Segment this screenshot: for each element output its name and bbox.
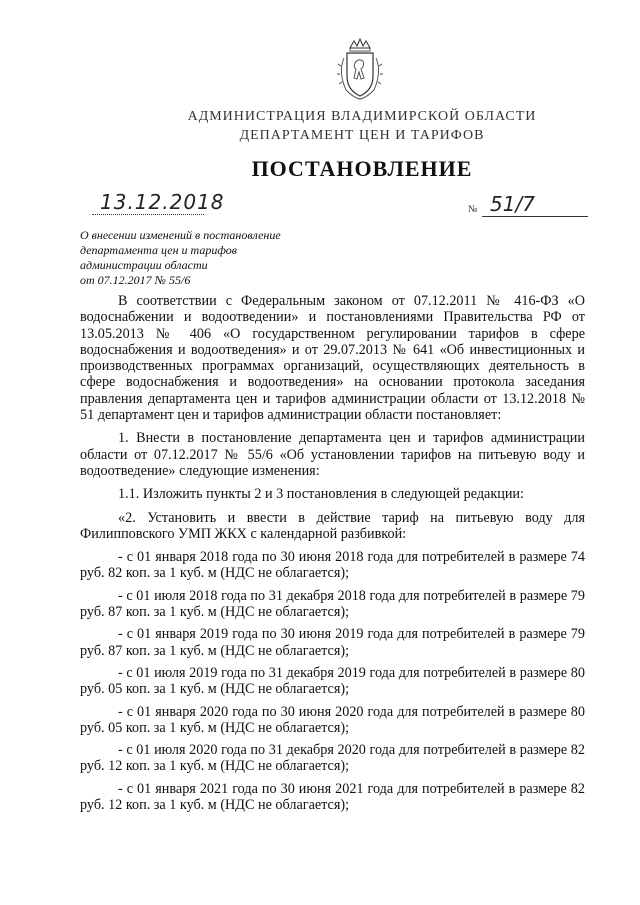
subject-line: администрации области bbox=[80, 258, 208, 272]
org-line-administration: АДМИНИСТРАЦИЯ ВЛАДИМИРСКОЙ ОБЛАСТИ bbox=[187, 109, 537, 124]
document-number: 51/7 bbox=[490, 192, 535, 216]
subject-line: от 07.12.2017 № 55/6 bbox=[80, 273, 191, 287]
tariff-period-item: - с 01 января 2021 года по 30 июня 2021 года для потребителей в размере 82 руб. 12 коп. за 1 куб. м (НДС не облагается); bbox=[80, 780, 585, 814]
tariff-period-item: - с 01 июля 2018 года по 31 декабря 2018 года для потребителей в размере 79 руб. 87 коп. за 1 куб. м (НДС не облагается); bbox=[80, 587, 585, 621]
subject-line: департамента цен и тарифов bbox=[80, 243, 237, 257]
tariff-period-item: - с 01 июля 2019 года по 31 декабря 2019 года для потребителей в размере 80 руб. 05 коп. за 1 куб. м (НДС не облагается); bbox=[80, 664, 585, 698]
tariff-period-item: - с 01 июля 2020 года по 31 декабря 2020 года для потребителей в размере 82 руб. 12 коп. за 1 куб. м (НДС не облагается); bbox=[80, 742, 585, 775]
number-underline bbox=[482, 216, 588, 217]
subject-line: О внесении изменений в постановление bbox=[80, 228, 281, 242]
document-subject bbox=[80, 228, 320, 288]
tariff-period-item: - с 01 января 2020 года по 30 июня 2020 года для потребителей в размере 80 руб. 05 коп. за 1 куб. м (НДС не облагается); bbox=[80, 703, 585, 736]
tariff-period-item: - с 01 января 2018 года по 30 июня 2018 года для потребителей в размере 74 руб. 82 коп. за 1 куб. м (НДС не облагается); bbox=[80, 549, 585, 582]
number-label: № bbox=[468, 204, 478, 215]
date-underline bbox=[92, 214, 204, 215]
org-line-department: ДЕПАРТАМЕНТ ЦЕН И ТАРИФОВ bbox=[239, 128, 485, 143]
document-type-title: ПОСТАНОВЛЕНИЕ bbox=[251, 156, 473, 181]
clause-1: 1. Внести в постановление департамента цен и тарифов администрации области от 07.12.2017 № 55/6 «Об установлении тарифов на питьевую воду и водоотведение» следующие изменения: bbox=[80, 430, 585, 479]
document-body bbox=[80, 293, 585, 819]
clause-2-text: «2. Установить и ввести в действие тариф на питьевую воду для Филипповского УМП ЖКХ с календарной разбивкой: bbox=[80, 509, 585, 542]
document-date: 13.12.2018 bbox=[100, 190, 225, 214]
coat-of-arms-icon bbox=[334, 38, 386, 102]
preamble-paragraph: В соответствии с Федеральным законом от 07.12.2011 № 416-ФЗ «О водоснабжении и водоотведении» и постановлениями Правительства РФ от 13.05.2013 № 406 «О государственном регулировании тарифов в сфере водоснабжения и водоотведения» и от 29.07.2013 № 641 «Об инвестиционных и производственных программах организаций, осуществляющих деятельность в сфере водоснабжения и водоотведения» на основании протокола заседания правления департамента цен и тарифов администрации области от 13.12.2018 № 51 департамент цен и тарифов администрации области постановляет: bbox=[80, 293, 585, 424]
clause-1-1: 1.1. Изложить пункты 2 и 3 постановления в следующей редакции: bbox=[118, 486, 524, 503]
tariff-period-item: - с 01 января 2019 года по 30 июня 2019 года для потребителей в размере 79 руб. 87 коп. за 1 куб. м (НДС не облагается); bbox=[80, 626, 585, 659]
